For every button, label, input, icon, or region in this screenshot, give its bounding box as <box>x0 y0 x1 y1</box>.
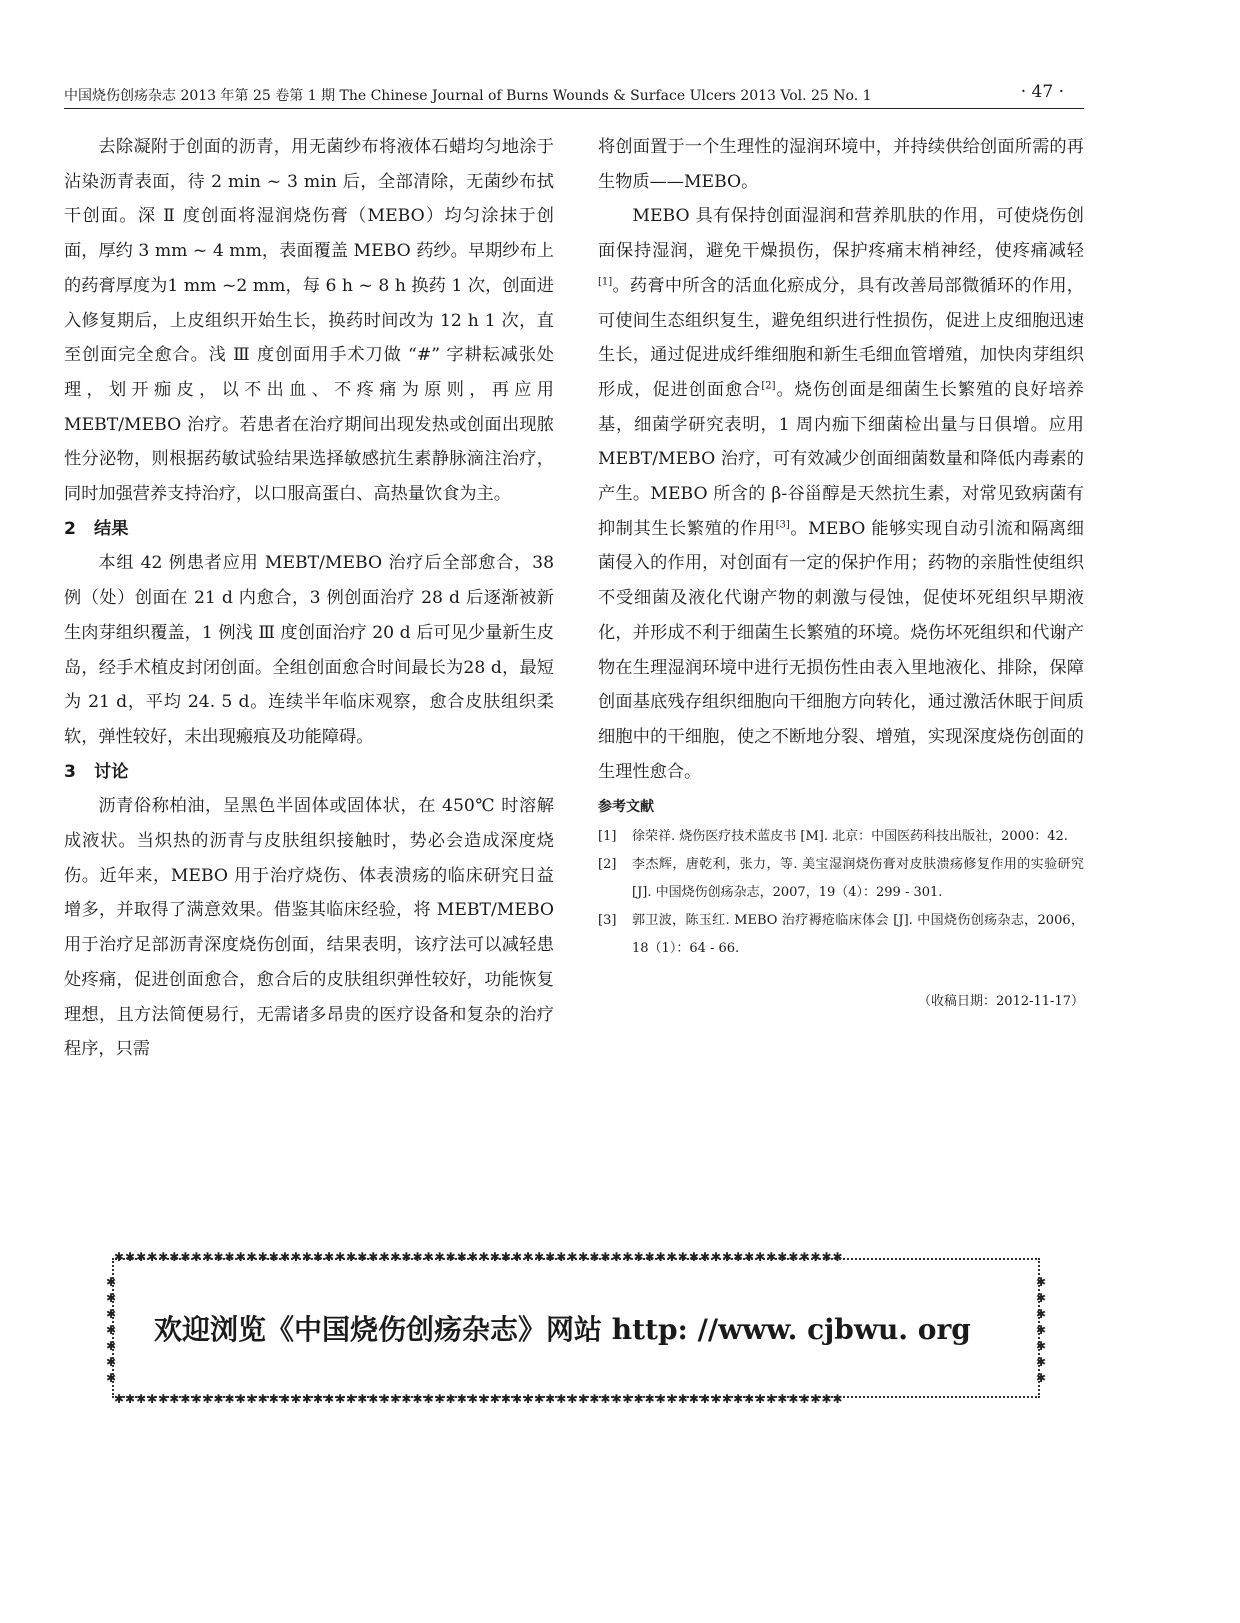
running-title: 中国烧伤创疡杂志 2013 年第 25 卷第 1 期 The Chinese Journal of Burns Wounds & Surface Ulcers 2013 Vol. 25 No. 1 <box>64 88 872 104</box>
results-paragraph: 本组 42 例患者应用 MEBT/MEBO 治疗后全部愈合，38 例（处）创面在 21 d 内愈合，3 例创面治疗 28 d 后逐渐被新生肉芽组织覆盖，1 例浅 Ⅲ 度创面治疗 20 d 后可见少量新生皮岛，经手术植皮封闭创面。全组创面愈合时间最长为28 d，最短为 21 d，平均 24. 5 d。连续半年临床观察，愈合皮肤组织柔软，弹性较好，未出现瘢痕及功能障碍。 <box>64 553 554 747</box>
page-number: · 47 · <box>1020 82 1064 102</box>
references-heading: 参考文献 <box>598 799 654 816</box>
section-number: 2 <box>64 518 76 539</box>
reference-index: [2] <box>598 857 617 873</box>
text-run: 。烧伤创面是细菌生长繁殖的良好培养基，细菌学研究表明，1 周内痂下细菌检出量与日俱增。应用 MEBT/MEBO 治疗，可有效减少创面细菌数量和降低内毒素的产生。MEBO 所含的 β-谷甾醇是天然抗生素，对常见致病菌有抑制其生长繁殖的作用 <box>598 379 1084 539</box>
website-banner <box>106 1250 1046 1406</box>
reference-text: 徐荣祥. 烧伤医疗技术蓝皮书 [M]. 北京：中国医药科技出版社，2000：42. <box>632 829 1068 845</box>
reference-item <box>598 851 1084 907</box>
reference-list <box>598 823 1084 963</box>
text-run: MEBO 具有保持创面湿润和营养肌肤的作用，可使烧伤创面保持湿润，避免干燥损伤，保护疼痛末梢神经，使疼痛减轻 <box>598 206 1084 262</box>
methods-paragraph: 去除凝附于创面的沥青，用无菌纱布将液体石蜡均匀地涂于沾染沥青表面，待 2 min ~ 3 min 后，全部清除，无菌纱布拭干创面。深 Ⅱ 度创面将湿润烧伤膏（MEBO）均匀涂抹于创面，厚约 3 mm ~ 4 mm，表面覆盖 MEBO 药纱。早期纱布上的药膏厚度为1 mm ~2 mm，每 6 h ~ 8 h 换药 1 次，创面进入修复期后，上皮组织开始生长，换药时间改为 12 h 1 次，直至创面完全愈合。浅 Ⅲ 度创面用手术刀做 “#” 字耕耘减张处理，划开痂皮，以不出血、不疼痛为原则，再应用 MEBT/MEBO 治疗。若患者在治疗期间出现发热或创面出现脓性分泌物，则根据药敏试验结果选择敏感抗生素静脉滴注治疗，同时加强营养支持治疗，以口服高蛋白、高热量饮食为主。 <box>64 137 554 505</box>
discussion-paragraph: 沥青俗称柏油，呈黑色半固体或固体状，在 450℃ 时溶解成液状。当炽热的沥青与皮肤组织接触时，势必会造成深度烧伤。近年来，MEBO 用于治疗烧伤、体表溃疡的临床研究日益增多，并取得了满意效果。借鉴其临床经验，将 MEBT/MEBO 用于治疗足部沥青深度烧伤创面，结果表明，该疗法可以减轻患处疼痛，促进创面愈合，愈合后的皮肤组织弹性较好，功能恢复理想，且方法简便易行，无需诸多昂贵的医疗设备和复杂的治疗程序，只需 <box>64 796 554 1060</box>
reference-index: [1] <box>598 829 617 845</box>
text-run: 。药膏中所含的活血化瘀成分，具有改善局部微循环的作用，可使间生态组织复生，避免组织进行性损伤，促进上皮细胞迅速生长，通过促进成纤维细胞和新生毛细血管增殖，加快肉芽组织形成，促进创面愈合 <box>598 275 1084 400</box>
reference-index: [3] <box>598 913 617 929</box>
section-number: 3 <box>64 761 76 782</box>
reference-item <box>598 907 1084 963</box>
citation-1[interactable]: [1] <box>598 276 613 288</box>
decorative-border-right: ✱ ✱ ✱ ✱ ✱ ✱ ✱ <box>1035 1275 1046 1385</box>
citation-2[interactable]: [2] <box>761 380 776 392</box>
section-heading-results <box>64 512 554 547</box>
text-run: 。MEBO 能够实现自动引流和隔离细菌侵入的作用，对创面有一定的保护作用；药物的亲脂性使组织不受细菌及液化代谢产物的刺激与侵蚀，促使坏死组织早期液化，并形成不利于细菌生长繁殖的环境。烧伤坏死组织和代谢产物在生理湿润环境中进行无损伤性由表入里地液化、排除，保障创面基底残存组织细胞向干细胞方向转化，通过激活休眠于间质细胞中的干细胞，使之不断地分裂、增殖，实现深度烧伤创面的生理性愈合。 <box>598 518 1084 782</box>
reference-text: 郭卫波，陈玉红. MEBO 治疗褥疮临床体会 [J]. 中国烧伤创疡杂志，2006，18（1）：64 - 66. <box>632 913 1084 957</box>
decorative-border-top: ✱✱✱✱✱✱✱✱✱✱✱✱✱✱✱✱✱✱✱✱✱✱✱✱✱✱✱✱✱✱✱✱✱✱✱✱✱✱✱✱✱✱✱✱✱✱✱✱✱✱✱✱✱✱✱✱✱✱✱✱✱✱✱✱✱✱ <box>114 1250 844 1264</box>
banner-text: 欢迎浏览《中国烧伤创疡杂志》网站 http: //www. cjbwu. org <box>154 1313 971 1346</box>
reference-text: 李杰辉，唐乾利，张力，等. 美宝湿润烧伤膏对皮肤溃疡修复作用的实验研究 [J]. 中国烧伤创疡杂志，2007，19（4）：299 - 301. <box>632 857 1084 901</box>
section-heading-discussion <box>64 755 554 790</box>
reference-item <box>598 823 1084 851</box>
decorative-border-bottom: ✱✱✱✱✱✱✱✱✱✱✱✱✱✱✱✱✱✱✱✱✱✱✱✱✱✱✱✱✱✱✱✱✱✱✱✱✱✱✱✱✱✱✱✱✱✱✱✱✱✱✱✱✱✱✱✱✱✱✱✱✱✱✱✱✱✱ <box>114 1392 844 1406</box>
section-title: 结果 <box>94 518 129 539</box>
section-title: 讨论 <box>94 761 129 782</box>
discussion-continued: 将创面置于一个生理性的湿润环境中，并持续供给创面所需的再生物质——MEBO。 <box>598 137 1084 192</box>
left-column <box>64 130 554 1067</box>
citation-3[interactable]: [3] <box>775 519 790 530</box>
running-header <box>64 82 1084 109</box>
right-column <box>598 130 1084 1020</box>
received-date: （收稿日期：2012-11-17） <box>918 994 1084 1010</box>
decorative-border-left: ✱ ✱ ✱ ✱ ✱ ✱ ✱ <box>106 1275 117 1385</box>
discussion-paragraph-2 <box>598 199 1084 789</box>
